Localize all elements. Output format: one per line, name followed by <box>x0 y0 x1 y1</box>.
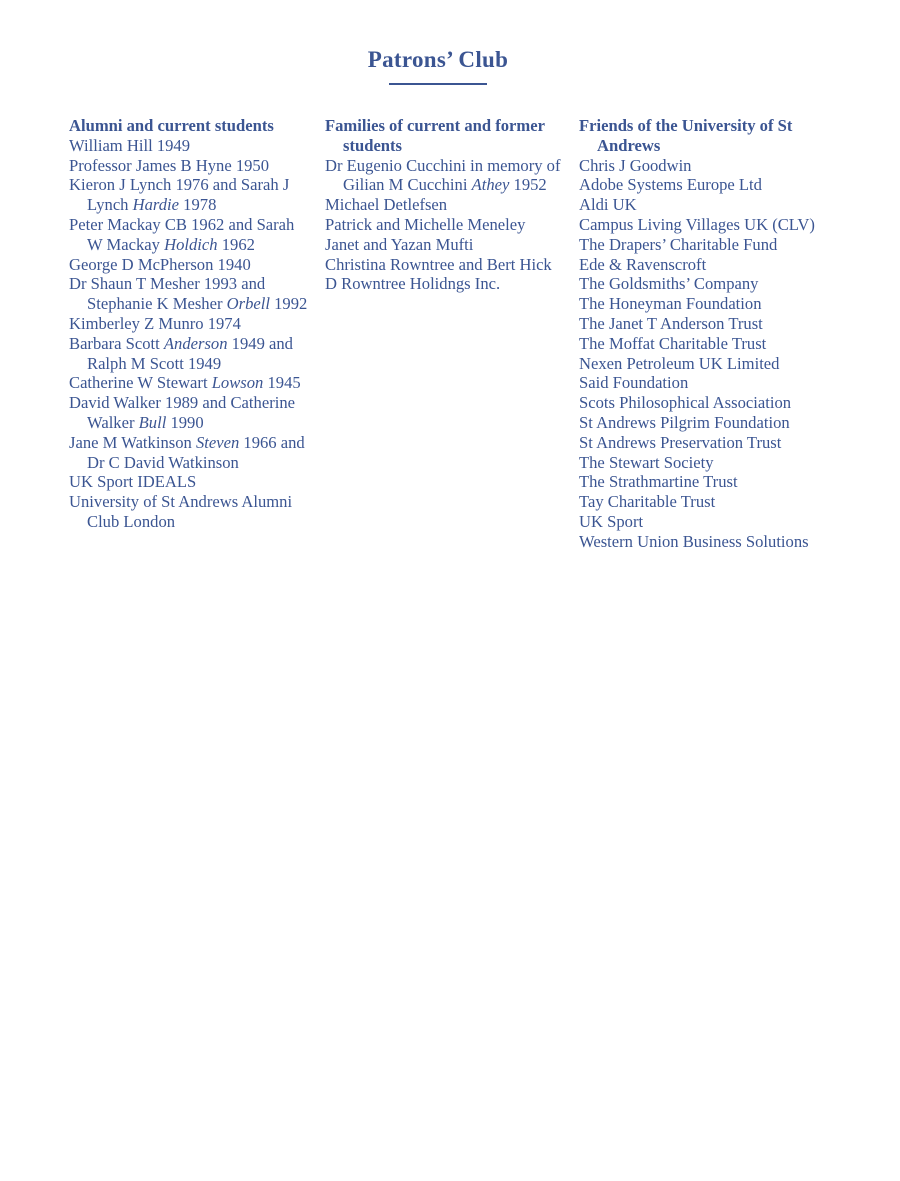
entry-text: Kimberley Z Munro 1974 <box>69 313 241 333</box>
maiden-name: Orbell <box>226 294 270 314</box>
entry-text: 1962 <box>217 234 255 254</box>
entry-text: Aldi UK <box>579 195 637 215</box>
donor-entry <box>579 195 819 215</box>
entry-text: Dr Eugenio Cucchini in memory of Gilian M Cucchini <box>325 155 561 195</box>
entry-text: Professor James B Hyne 1950 <box>69 155 270 175</box>
maiden-name: Athey <box>471 175 510 195</box>
entry-list <box>579 156 819 552</box>
column-friends <box>579 116 819 552</box>
donor-entry <box>69 334 309 374</box>
donor-entry <box>579 334 819 354</box>
donor-entry <box>579 532 819 552</box>
donor-entry <box>69 156 309 176</box>
donor-entry <box>69 373 309 393</box>
entry-text: 1966 and Dr C David Watkinson <box>87 432 305 472</box>
entry-text: Ede & Ravenscroft <box>579 254 707 274</box>
entry-text: Michael Detlefsen <box>325 195 448 215</box>
donor-entry <box>579 472 819 492</box>
donor-entry <box>69 274 309 314</box>
entry-text: Said Foundation <box>579 373 689 393</box>
entry-text: Tay Charitable Trust <box>579 492 716 512</box>
entry-text: UK Sport IDEALS <box>69 472 197 492</box>
column-heading: Alumni and current students <box>69 116 274 135</box>
entry-text: Scots Philosophical Association <box>579 393 792 413</box>
maiden-name: Steven <box>195 432 240 452</box>
entry-text: University of St Andrews Alumni Club London <box>69 492 293 531</box>
donor-entry <box>579 215 819 235</box>
donor-entry <box>69 472 309 492</box>
donor-entry <box>579 156 819 176</box>
entry-text: Adobe Systems Europe Ltd <box>579 175 762 195</box>
entry-text: The Goldsmiths’ Company <box>579 274 759 294</box>
donor-entry <box>325 195 565 215</box>
entry-text: Janet and Yazan Mufti <box>325 234 474 254</box>
entry-list <box>325 156 565 295</box>
page-title: Patrons’ Club <box>367 47 509 72</box>
donor-entry <box>579 294 819 314</box>
donor-entry <box>579 433 819 453</box>
donor-entry <box>69 255 309 275</box>
maiden-name: Lowson <box>211 373 264 393</box>
donor-entry <box>325 274 565 294</box>
entry-text: Campus Living Villages UK (CLV) <box>579 214 815 234</box>
entry-text: Christina Rowntree and Bert Hick <box>325 254 552 274</box>
entry-text: Kieron J Lynch 1976 and Sarah J Lynch <box>69 175 290 215</box>
entry-text: Catherine W Stewart <box>69 373 212 393</box>
maiden-name: Hardie <box>132 195 180 215</box>
donor-entry <box>69 175 309 215</box>
donor-entry <box>579 512 819 532</box>
donor-entry <box>579 235 819 255</box>
entry-list <box>69 136 309 532</box>
entry-text: Chris J Goodwin <box>579 155 692 175</box>
donor-entry <box>69 314 309 334</box>
donor-entry <box>579 393 819 413</box>
entry-text: Nexen Petroleum UK Limited <box>579 353 780 373</box>
maiden-name: Anderson <box>163 333 228 353</box>
maiden-name: Bull <box>138 412 167 432</box>
donor-entry <box>325 255 565 275</box>
entry-text: The Stewart Society <box>579 452 714 472</box>
entry-text: The Janet T Anderson Trust <box>579 313 763 333</box>
entry-text: William Hill 1949 <box>69 135 191 155</box>
entry-text: 1978 <box>179 195 217 215</box>
column-alumni <box>69 116 309 532</box>
entry-text: D Rowntree Holidngs Inc. <box>325 274 501 294</box>
entry-text: Peter Mackay CB 1962 and Sarah W Mackay <box>69 214 295 254</box>
donor-entry <box>579 453 819 473</box>
donor-entry <box>579 373 819 393</box>
entry-text: Jane M Watkinson <box>69 432 196 452</box>
entry-text: The Strathmartine Trust <box>579 472 738 492</box>
donor-entry <box>69 215 309 255</box>
entry-text: David Walker 1989 and Catherine Walker <box>69 393 295 432</box>
donor-entry <box>69 393 309 433</box>
entry-text: St Andrews Preservation Trust <box>579 432 782 452</box>
column-heading: Families of current and former students <box>325 116 545 155</box>
entry-text: Western Union Business Solutions <box>579 531 809 551</box>
donor-entry <box>579 413 819 433</box>
entry-text: 1945 <box>263 373 301 393</box>
entry-text: Dr Shaun T Mesher 1993 and Stephanie K Mesher <box>69 274 266 314</box>
donor-entry <box>579 354 819 374</box>
entry-text: UK Sport <box>579 511 644 531</box>
entry-text: The Drapers’ Charitable Fund <box>579 234 778 254</box>
entry-text: 1992 <box>269 294 308 314</box>
entry-text: Patrick and Michelle Meneley <box>325 214 526 234</box>
entry-text: St Andrews Pilgrim Foundation <box>579 412 790 432</box>
donor-entry <box>579 314 819 334</box>
entry-text: The Honeyman Foundation <box>579 294 762 314</box>
donor-entry <box>579 274 819 294</box>
donor-entry <box>579 175 819 195</box>
column-heading: Friends of the University of St Andrews <box>579 116 793 155</box>
entry-text: 1949 and Ralph M Scott 1949 <box>87 333 293 373</box>
maiden-name: Holdich <box>164 234 218 254</box>
donor-entry <box>579 255 819 275</box>
donor-entry <box>69 492 309 532</box>
donor-entry <box>325 235 565 255</box>
column-families <box>325 116 565 294</box>
title-underline <box>389 83 487 85</box>
donor-entry <box>69 136 309 156</box>
donor-entry <box>579 492 819 512</box>
entry-text: George D McPherson 1940 <box>69 254 251 274</box>
entry-text: 1952 <box>509 175 547 195</box>
entry-text: 1990 <box>166 412 204 432</box>
donor-entry <box>325 215 565 235</box>
entry-text: The Moffat Charitable Trust <box>579 333 767 353</box>
donor-entry <box>325 156 565 196</box>
donor-entry <box>69 433 309 473</box>
entry-text: Barbara Scott <box>69 333 164 353</box>
